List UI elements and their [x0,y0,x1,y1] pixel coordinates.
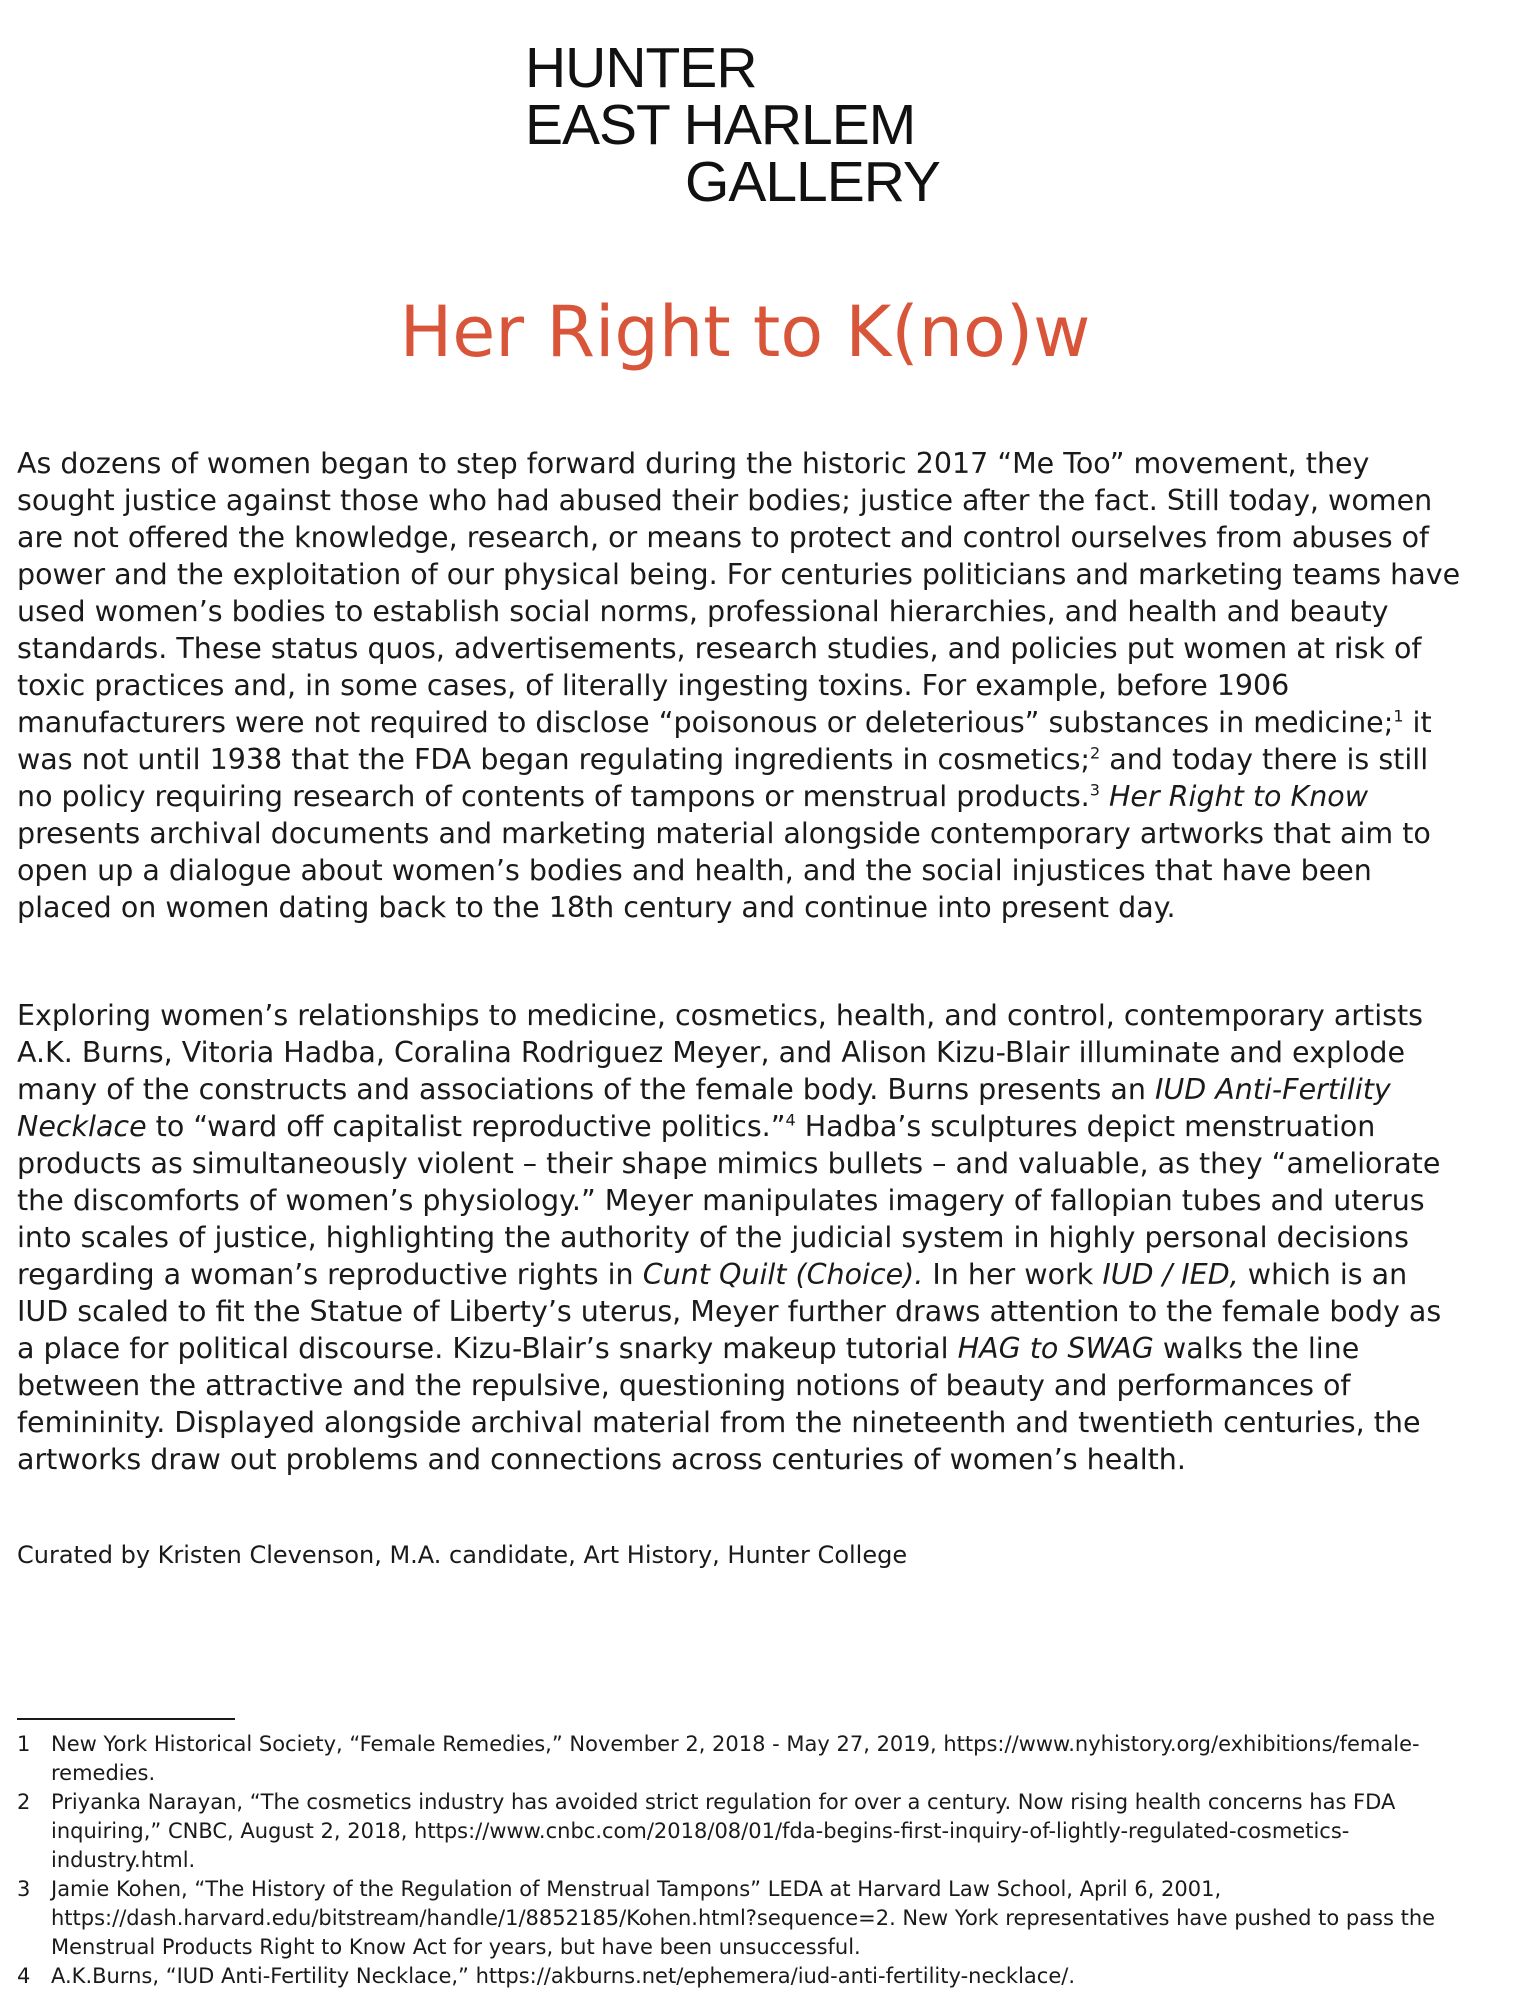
footnote-item [17,1788,1477,1875]
logo-line-gallery: GALLERY [685,150,940,214]
exhibition-title-inline: Her Right to Know [1109,780,1369,813]
intro-text-2: it was not until 1938 that the FDA began regulating ingredients in cosmetics; [17,706,1432,776]
footnote-ref-3: 3 [1089,780,1100,800]
artwork-iud-ied: IUD / IED, [1102,1258,1239,1291]
artists-text-6: walks the line between the attractive and the repulsive, questioning notions of beauty and performances of femininity. Displayed alongside archival material from the nineteenth and twentieth centuries, the artworks draw out problems and connections across centuries of women’s health. [17,1332,1421,1476]
footnote-ref-1: 1 [1393,706,1404,726]
footnotes-list [17,1730,1477,1991]
footnote-item [17,1962,1477,1991]
artists-text-5: which is an IUD scaled to fit the Statue of Liberty’s uterus, Meyer further draws attention to the female body as a place for political discourse. Kizu-Blair’s snarky makeup tutorial [17,1258,1442,1365]
artwork-hag-to-swag: HAG to SWAG [957,1332,1154,1365]
footnote-item [17,1875,1477,1962]
footnote-item [17,1730,1477,1788]
curator-credit: Curated by Kristen Clevenson, M.A. candidate, Art History, Hunter College [17,1541,908,1569]
gallery-logo [525,36,965,214]
footnote-text: Jamie Kohen, “The History of the Regulation of Menstrual Tampons” LEDA at Harvard Law School, April 6, 2001, https://dash.harvard.edu/bitstream/handle/1/8852185/Kohen.html?sequence=2. New York representatives have pushed to pass the Menstrual Products Right to Know Act for years, but have been unsuccessful. [51,1877,1436,1959]
artwork-iud-necklace: IUD Anti-Fertility Necklace [17,1073,1391,1143]
artists-text-2: to “ward off capitalist reproductive politics.” [146,1110,786,1143]
footnote-number: 2 [17,1790,31,1814]
artists-paragraph [17,997,1467,1478]
intro-text-3: and today there is still no policy requiring research of contents of tampons or menstrual products. [17,743,1429,813]
artists-text-4: In her work [923,1258,1103,1291]
exhibition-title: Her Right to K(no)w [399,291,1091,373]
intro-text-1: As dozens of women began to step forward during the historic 2017 “Me Too” movement, they sought justice against those who had abused their bodies; justice after the fact. Still today, women are not offered the knowledge, research, or means to protect and control ourselves from abuses of power and the exploitation of our physical being. For centuries politicians and marketing teams have used women’s bodies to establish social norms, professional hierarchies, and health and beauty standards. These status quos, advertisements, research studies, and policies put women at risk of toxic practices and, in some cases, of literally ingesting toxins. For example, before 1906 manufacturers were not required to disclose “poisonous or deleterious” substances in medicine; [17,447,1461,739]
footnote-number: 3 [17,1877,31,1901]
footnote-text: A.K.Burns, “IUD Anti-Fertility Necklace,” https://akburns.net/ephemera/iud-anti-fertility-necklace/. [51,1964,1075,1988]
footnote-ref-2: 2 [1090,743,1101,763]
footnote-text: New York Historical Society, “Female Remedies,” November 2, 2018 - May 27, 2019, https://www.nyhistory.org/exhibitions/female-remedies. [51,1732,1420,1785]
intro-paragraph [17,445,1467,926]
artists-text-1: Exploring women’s relationships to medicine, cosmetics, health, and control, contemporary artists A.K. Burns, Vitoria Hadba, Coralina Rodriguez Meyer, and Alison Kizu-Blair illuminate and explode many of the constructs and associations of the female body. Burns presents an [17,999,1423,1106]
logo-line-east-harlem: EAST HARLEM [525,93,916,157]
artists-text-3: Hadba’s sculptures depict menstruation products as simultaneously violent – their shape mimics bullets – and valuable, as they “ameliorate the discomforts of women’s physiology.” Meyer manipulates imagery of fallopian tubes and uterus into scales of justice, highlighting the authority of the judicial system in highly personal decisions regarding a woman’s reproductive rights in [17,1110,1441,1291]
footnote-number: 1 [17,1732,31,1756]
logo-line-hunter: HUNTER [525,36,757,100]
footnote-text: Priyanka Narayan, “The cosmetics industry has avoided strict regulation for over a century. Now rising health concerns has FDA inquiring,” CNBC, August 2, 2018, https://www.cnbc.com/2018/08/01/fda-begins-first-inquiry-of-lightly-regulated-cosmetics-industry.html. [51,1790,1396,1872]
footnote-number: 4 [17,1964,31,1988]
artwork-cunt-quilt: Cunt Quilt (Choice). [642,1258,924,1291]
intro-text-4: presents archival documents and marketing material alongside contemporary artworks that aim to open up a dialogue about women’s bodies and health, and the social injustices that have been placed on women dating back to the 18th century and continue into present day. [17,817,1431,924]
footnote-divider [17,1718,235,1720]
footnote-ref-4: 4 [785,1110,796,1130]
